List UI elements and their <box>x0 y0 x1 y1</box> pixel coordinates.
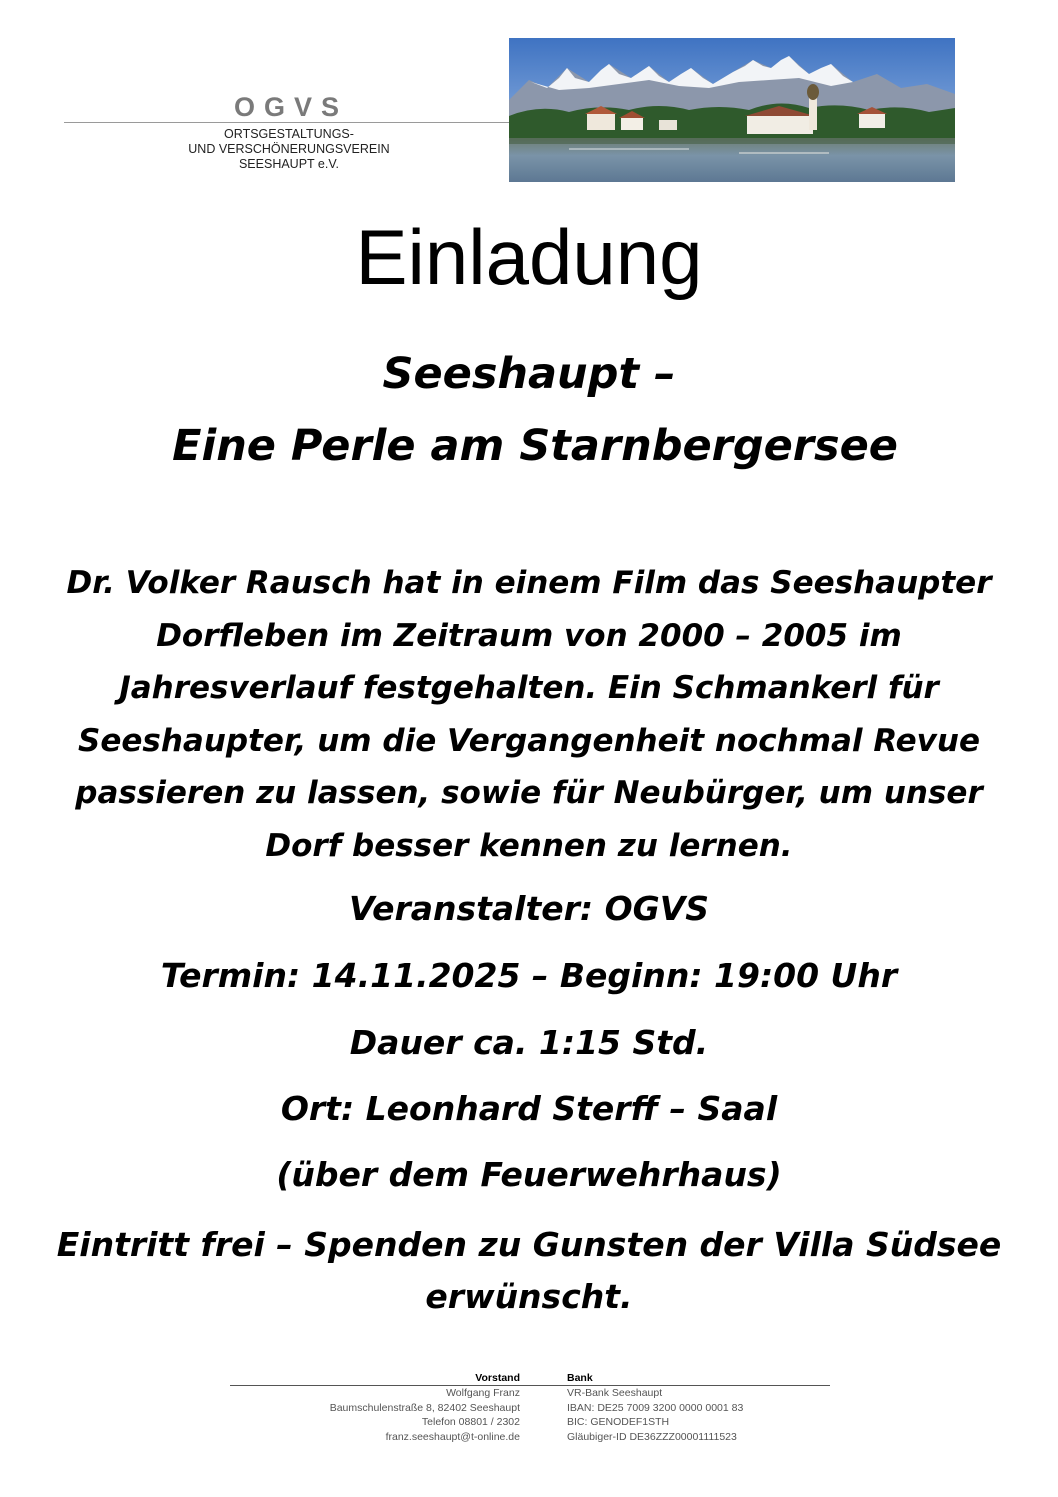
description-line-5: passieren zu lassen, sowie für Neubürger, um unser <box>75 775 983 811</box>
page-title: Einladung <box>355 213 703 301</box>
footer-board-column <box>220 1372 520 1444</box>
description-line-3: Jahresverlauf festgehalten. Ein Schmankerl für <box>119 670 939 706</box>
footer-bank-bic: BIC: GENODEF1STH <box>567 1416 670 1428</box>
footer-board-address: Baumschulenstraße 8, 82402 Seeshaupt <box>329 1401 520 1414</box>
description-line-1: Dr. Volker Rausch hat in einem Film das Seeshaupter <box>66 565 992 601</box>
event-date: Termin: 14.11.2025 – Beginn: 19:00 Uhr <box>160 956 898 995</box>
event-organizer: Veranstalter: OGVS <box>348 889 710 928</box>
letterhead-footer <box>230 1372 830 1452</box>
logo-subtitle <box>174 127 404 172</box>
footer-board-email[interactable]: franz.seeshaupt@t-online.de <box>385 1430 520 1443</box>
logo-divider <box>64 122 510 123</box>
description-line-6: Dorf besser kennen zu lernen. <box>265 827 793 864</box>
footer-bank-name: VR-Bank Seeshaupt <box>567 1387 663 1399</box>
footer-board-name: Wolfgang Franz <box>446 1387 520 1399</box>
logo-subtitle-line-2: UND VERSCHÖNERUNGSVEREIN <box>188 142 390 156</box>
event-subtitle <box>0 345 1058 475</box>
logo-wordmark: OGVS <box>233 92 349 122</box>
footer-bank-column <box>567 1372 830 1444</box>
event-description <box>40 557 1018 872</box>
event-entry-note <box>0 1219 1058 1323</box>
subtitle-line-2: Eine Perle am Starnbergersee <box>172 421 898 471</box>
footer-board-phone: Telefon 08801 / 2302 <box>421 1416 520 1428</box>
description-line-2: Dorfleben im Zeitraum von 2000 – 2005 im <box>156 617 902 654</box>
footer-board-heading: Vorstand <box>475 1372 520 1384</box>
seeshaupt-lake-photo <box>509 38 955 182</box>
subtitle-line-1: Seeshaupt – <box>382 349 676 399</box>
footer-bank-iban: IBAN: DE25 7009 3200 0000 0001 83 <box>567 1401 744 1414</box>
footer-bank-heading: Bank <box>567 1372 593 1384</box>
footer-creditor-id: Gläubiger-ID DE36ZZZ00001111523 <box>567 1430 737 1443</box>
entry-line-1: Eintritt frei – Spenden zu Gunsten der Villa Südsee <box>56 1225 1002 1264</box>
event-location-note: (über dem Feuerwehrhaus) <box>276 1155 782 1194</box>
ogvs-logo <box>64 92 510 182</box>
logo-subtitle-line-1: ORTSGESTALTUNGS- <box>224 127 354 141</box>
event-location: Ort: Leonhard Sterff – Saal <box>280 1089 778 1128</box>
description-line-4: Seeshaupter, um die Vergangenheit nochmal Revue <box>78 722 980 759</box>
event-duration: Dauer ca. 1:15 Std. <box>349 1023 709 1062</box>
entry-line-2: erwünscht. <box>425 1277 633 1316</box>
logo-subtitle-line-3: SEESHAUPT e.V. <box>238 157 340 171</box>
